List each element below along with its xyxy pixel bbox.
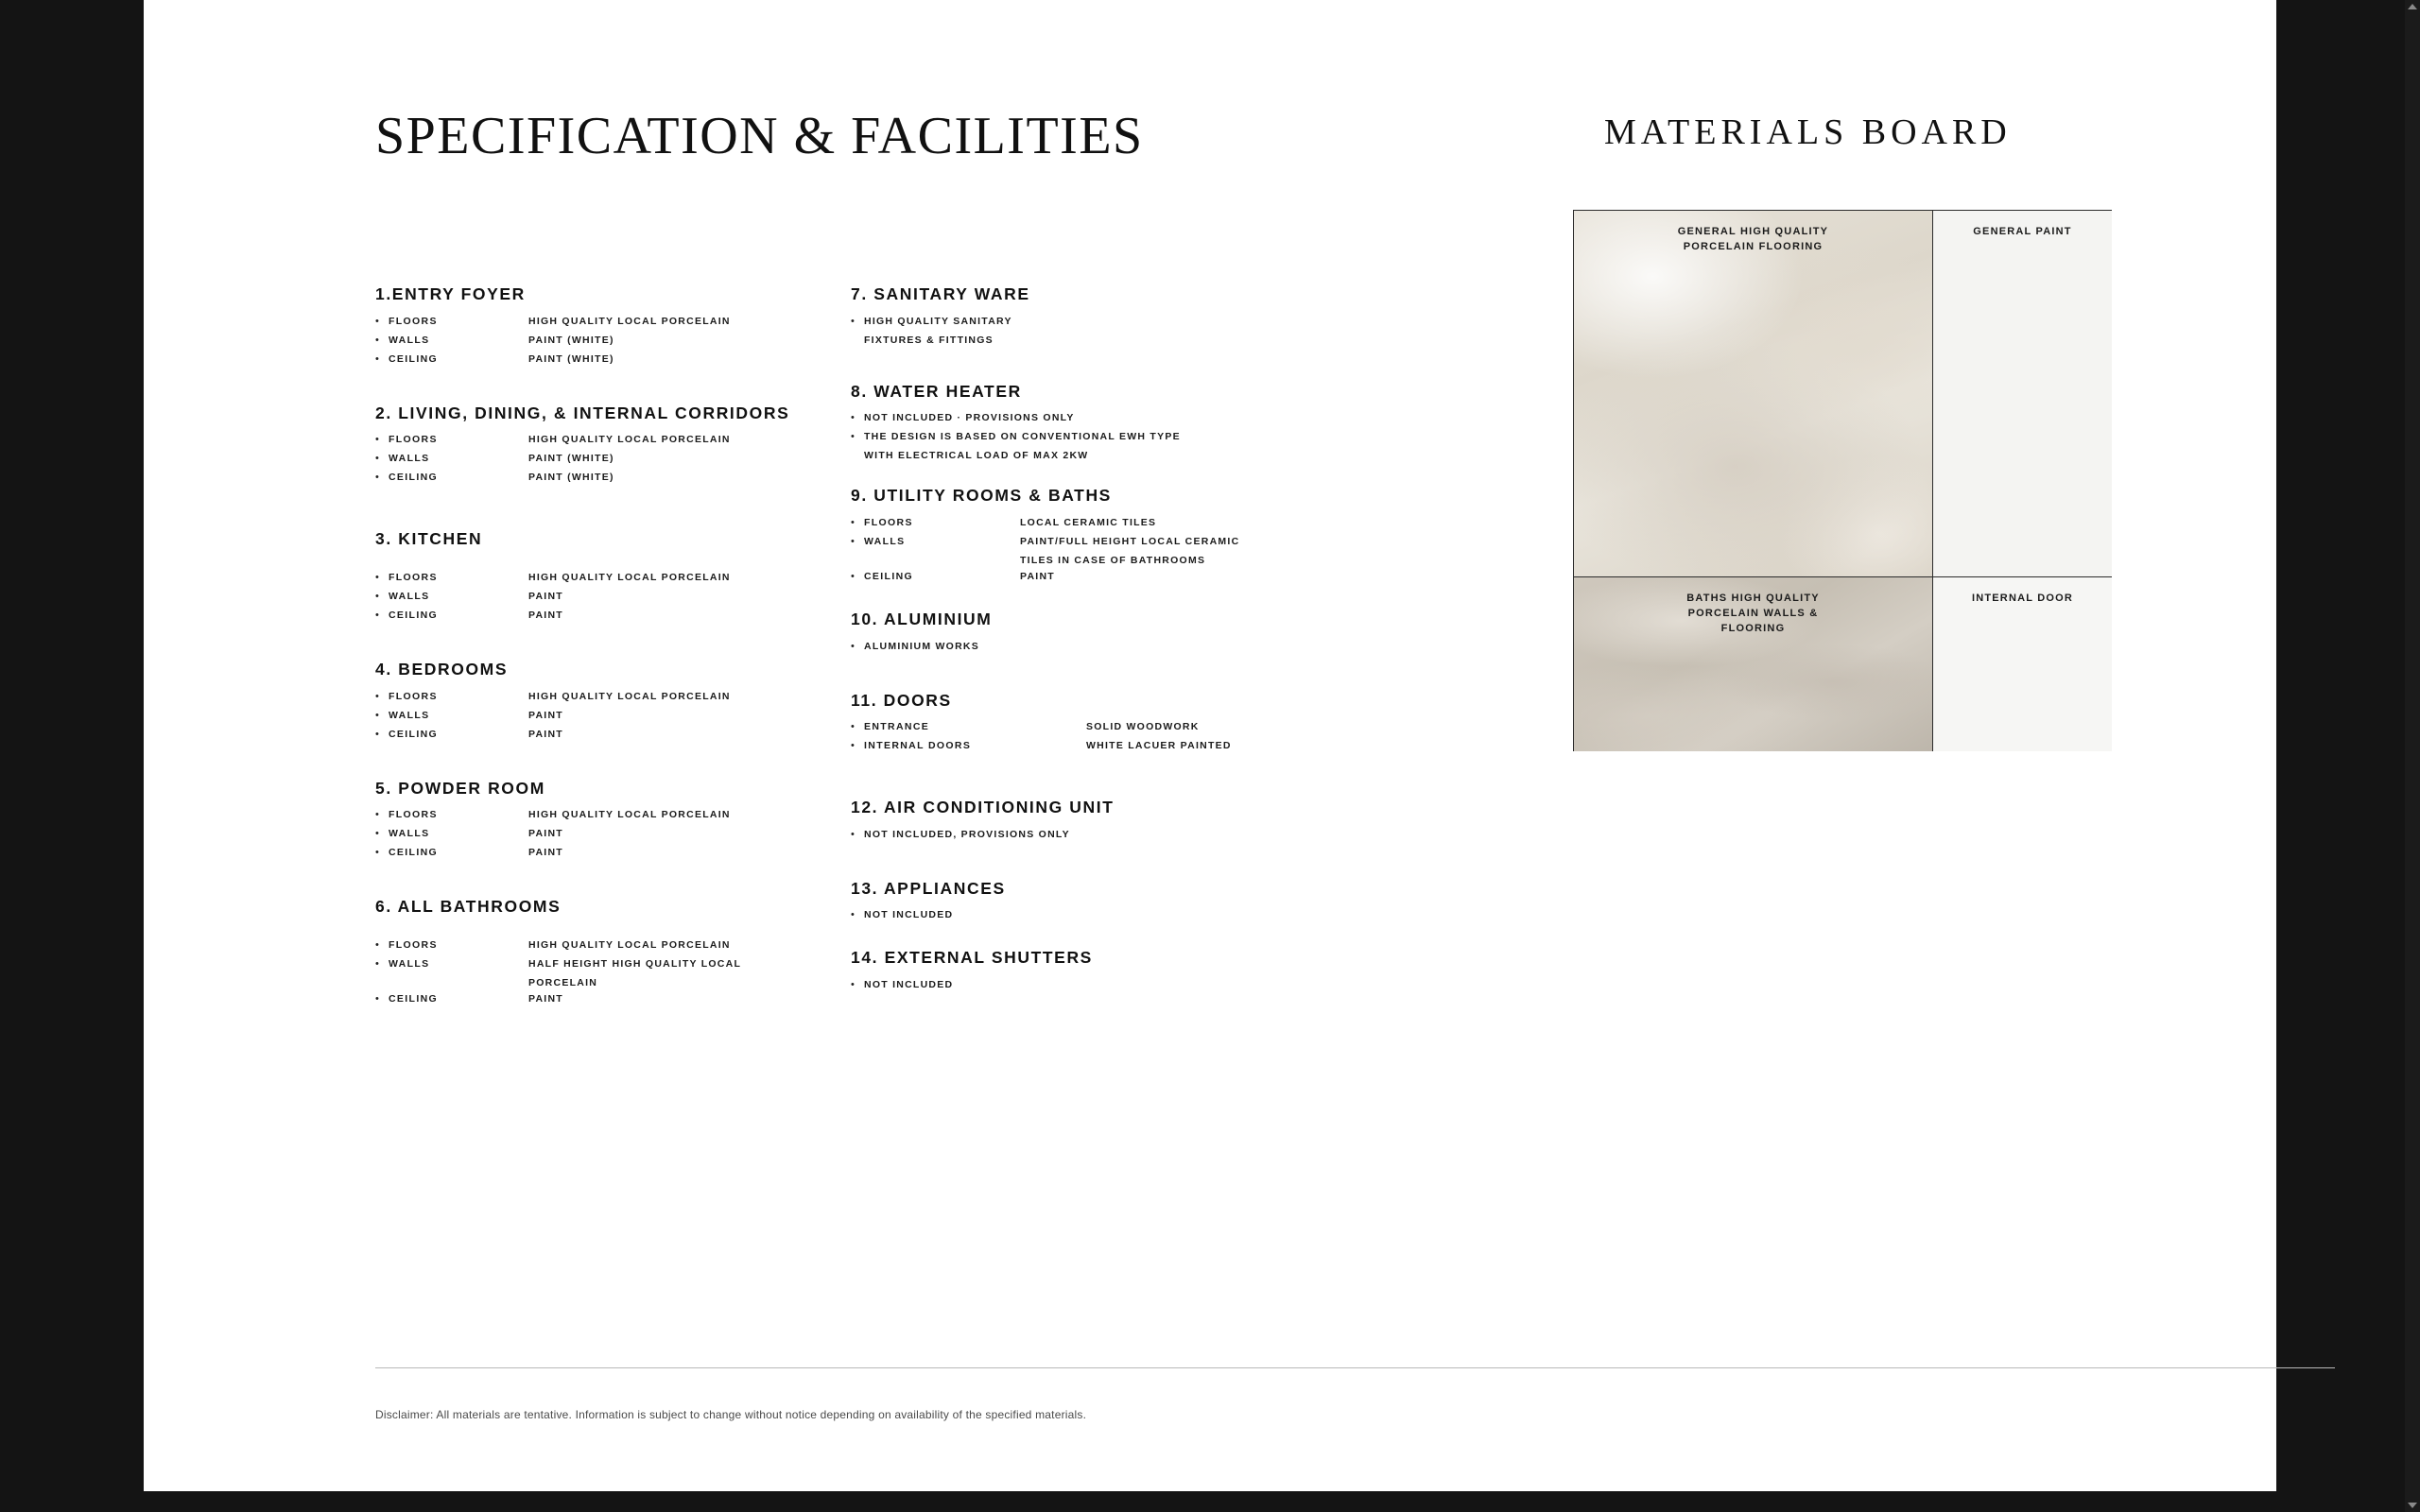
bullet-icon: • <box>375 571 379 583</box>
bullet-icon: • <box>375 609 379 621</box>
spec-value: NOT INCLUDED · PROVISIONS ONLY <box>864 412 1075 424</box>
spec-section-air-conditioning-unit <box>851 797 1342 843</box>
spec-column-left <box>375 284 848 1010</box>
spec-key: CEILING <box>389 728 439 740</box>
spec-value: HALF HEIGHT HIGH QUALITY LOCAL <box>528 957 742 970</box>
spec-key: FLOORS <box>864 516 913 528</box>
spec-value: PAINT <box>528 847 563 859</box>
swatch-label <box>1574 591 1932 636</box>
spec-section-all-bathrooms <box>375 896 848 1007</box>
bullet-icon: • <box>851 640 855 652</box>
bullet-icon: • <box>851 721 855 733</box>
bullet-icon: • <box>375 728 379 740</box>
spec-key: INTERNAL DOORS <box>864 740 972 752</box>
spec-section-utility-rooms-baths <box>851 485 1342 585</box>
spec-row <box>375 845 848 861</box>
swatch-label <box>1574 224 1932 254</box>
swatch-label-line3: FLOORING <box>1720 623 1786 634</box>
swatch-label-line1: GENERAL HIGH QUALITY <box>1677 226 1829 237</box>
spec-key: CEILING <box>389 609 439 621</box>
spec-value: PAINT <box>528 609 563 621</box>
spec-key: WALLS <box>389 334 430 346</box>
bullet-icon: • <box>375 828 379 840</box>
spec-row <box>375 432 848 448</box>
spec-row <box>851 569 1342 585</box>
spec-row <box>375 470 848 486</box>
swatch-label <box>1933 591 2112 606</box>
spec-row <box>375 314 848 330</box>
scroll-up-icon[interactable] <box>2408 4 2417 9</box>
bullet-icon: • <box>851 909 855 921</box>
bullet-icon: • <box>375 938 379 951</box>
spec-row <box>375 352 848 368</box>
section-heading: 14. EXTERNAL SHUTTERS <box>851 948 1093 968</box>
page-title-specification: SPECIFICATION & FACILITIES <box>375 107 1144 165</box>
spec-row <box>375 589 848 605</box>
spec-section-external-shutters <box>851 947 1342 993</box>
spec-value: HIGH QUALITY LOCAL PORCELAIN <box>528 938 731 951</box>
bullet-icon: • <box>851 516 855 528</box>
spec-section-entry-foyer <box>375 284 848 368</box>
page-title-materials-board: MATERIALS BOARD <box>1604 112 2012 152</box>
swatch-label-line2: PORCELAIN FLOORING <box>1683 241 1824 252</box>
spec-value: PAINT <box>528 728 563 740</box>
section-heading: 11. DOORS <box>851 690 952 710</box>
spec-key: WALLS <box>389 453 430 465</box>
bullet-icon: • <box>851 740 855 752</box>
bullet-icon: • <box>375 809 379 821</box>
spec-value: PAINT <box>1020 570 1055 582</box>
spec-row <box>851 429 1342 445</box>
spec-key: FLOORS <box>389 690 438 702</box>
spec-section-doors <box>851 690 1342 755</box>
vertical-scrollbar[interactable] <box>2405 0 2420 1512</box>
spec-key: ENTRANCE <box>864 721 930 733</box>
spec-row <box>851 977 1342 993</box>
bullet-icon: • <box>375 957 379 970</box>
spec-row <box>851 719 1342 735</box>
spec-row <box>375 991 848 1007</box>
spec-value: HIGH QUALITY LOCAL PORCELAIN <box>528 315 731 327</box>
spec-value: HIGH QUALITY LOCAL PORCELAIN <box>528 434 731 446</box>
spec-row <box>851 515 1342 531</box>
spec-row <box>375 826 848 842</box>
bullet-icon: • <box>375 334 379 346</box>
spec-section-living-dining-corridors <box>375 403 848 487</box>
spec-row <box>851 827 1342 843</box>
bullet-icon: • <box>375 472 379 484</box>
spec-key: WALLS <box>389 828 430 840</box>
spec-value: HIGH QUALITY LOCAL PORCELAIN <box>528 571 731 583</box>
spec-key: CEILING <box>864 570 914 582</box>
spec-row <box>851 534 1342 550</box>
bullet-icon: • <box>851 412 855 424</box>
spec-section-kitchen <box>375 528 848 624</box>
spec-value-continued: PORCELAIN <box>528 976 598 988</box>
spec-row <box>851 907 1342 923</box>
spec-key: WALLS <box>389 709 430 721</box>
section-heading: 4. BEDROOMS <box>375 659 509 679</box>
spec-value: PAINT <box>528 590 563 602</box>
spec-key: FLOORS <box>389 809 438 821</box>
section-heading: 9. UTILITY ROOMS & BATHS <box>851 486 1112 506</box>
spec-value: PAINT (WHITE) <box>528 352 614 365</box>
bullet-icon: • <box>375 690 379 702</box>
footer-divider <box>375 1367 2335 1368</box>
spec-value: HIGH QUALITY LOCAL PORCELAIN <box>528 690 731 702</box>
spec-key: CEILING <box>389 847 439 859</box>
spec-key: FLOORS <box>389 571 438 583</box>
spec-key: WALLS <box>389 957 430 970</box>
bullet-icon: • <box>375 847 379 859</box>
section-heading: 3. KITCHEN <box>375 529 483 549</box>
spec-row <box>375 807 848 823</box>
spec-key: FLOORS <box>389 938 438 951</box>
bullet-icon: • <box>375 453 379 465</box>
swatch-label-line1: GENERAL PAINT <box>1973 226 2072 237</box>
section-heading: 8. WATER HEATER <box>851 381 1022 401</box>
spec-value: PAINT <box>528 828 563 840</box>
bullet-icon: • <box>375 352 379 365</box>
spec-row <box>375 451 848 467</box>
spec-value: SOLID WOODWORK <box>1086 721 1200 733</box>
bullet-icon: • <box>375 315 379 327</box>
spec-row <box>375 708 848 724</box>
spec-key: WALLS <box>864 535 906 547</box>
swatch-label-line1: INTERNAL DOOR <box>1971 593 2074 604</box>
spec-value-continued: WITH ELECTRICAL LOAD OF MAX 2KW <box>864 450 1089 462</box>
swatch-internal-door <box>1933 577 2112 751</box>
bullet-icon: • <box>851 315 855 327</box>
section-heading: 7. SANITARY WARE <box>851 284 1030 303</box>
disclaimer-text: Disclaimer: All materials are tentative. Information is subject to change without notice depending on availability of the specified materials. <box>375 1408 1087 1421</box>
bullet-icon: • <box>375 590 379 602</box>
section-heading: 2. LIVING, DINING, & INTERNAL CORRIDORS <box>375 403 790 422</box>
spec-row <box>375 727 848 743</box>
spec-value: PAINT (WHITE) <box>528 453 614 465</box>
spec-key: CEILING <box>389 352 439 365</box>
spec-row <box>851 639 1342 655</box>
spec-value: WHITE LACUER PAINTED <box>1086 740 1232 752</box>
swatch-baths-porcelain-walls-flooring <box>1574 577 1933 751</box>
section-heading: 1.ENTRY FOYER <box>375 284 526 303</box>
spec-value: THE DESIGN IS BASED ON CONVENTIONAL EWH TYPE <box>864 431 1181 443</box>
spec-row <box>375 956 848 972</box>
spec-section-powder-room <box>375 778 848 862</box>
spec-section-appliances <box>851 878 1342 924</box>
document-sheet <box>144 0 2276 1491</box>
spec-value: LOCAL CERAMIC TILES <box>1020 516 1157 528</box>
spec-value: NOT INCLUDED, PROVISIONS ONLY <box>864 828 1070 840</box>
spec-key: CEILING <box>389 992 439 1005</box>
spec-key: WALLS <box>389 590 430 602</box>
bullet-icon: • <box>375 709 379 721</box>
spec-value: NOT INCLUDED <box>864 979 954 990</box>
section-heading: 6. ALL BATHROOMS <box>375 897 562 917</box>
section-heading: 13. APPLIANCES <box>851 878 1006 898</box>
swatch-general-paint <box>1933 211 2112 577</box>
spec-row <box>375 937 848 954</box>
spec-value: PAINT <box>528 709 563 721</box>
spec-value: HIGH QUALITY LOCAL PORCELAIN <box>528 809 731 821</box>
spec-column-right <box>851 284 1342 996</box>
bullet-icon: • <box>851 431 855 443</box>
swatch-label-line2: PORCELAIN WALLS & <box>1687 608 1819 619</box>
section-heading: 10. ALUMINIUM <box>851 609 993 628</box>
spec-section-aluminium <box>851 609 1342 655</box>
spec-value: PAINT/FULL HEIGHT LOCAL CERAMIC <box>1020 535 1240 547</box>
bullet-icon: • <box>851 828 855 840</box>
spec-row <box>851 738 1342 754</box>
spec-value: PAINT (WHITE) <box>528 334 614 346</box>
bullet-icon: • <box>851 570 855 582</box>
materials-board <box>1573 210 2112 751</box>
swatch-label-line1: BATHS HIGH QUALITY <box>1686 593 1820 604</box>
spec-value: ALUMINIUM WORKS <box>864 640 979 652</box>
spec-value-continued: TILES IN CASE OF BATHROOMS <box>1020 554 1206 566</box>
bullet-icon: • <box>375 992 379 1005</box>
spec-value: PAINT (WHITE) <box>528 472 614 484</box>
bullet-icon: • <box>851 979 855 990</box>
bullet-icon: • <box>851 535 855 547</box>
spec-value: NOT INCLUDED <box>864 909 954 921</box>
spec-key: CEILING <box>389 472 439 484</box>
spec-row <box>375 333 848 349</box>
section-heading: 12. AIR CONDITIONING UNIT <box>851 798 1115 817</box>
spec-section-water-heater <box>851 381 1342 465</box>
spec-section-bedrooms <box>375 659 848 743</box>
spec-value-continued: FIXTURES & FITTINGS <box>864 334 994 346</box>
spec-row <box>375 608 848 624</box>
spec-row <box>375 689 848 705</box>
spec-value: HIGH QUALITY SANITARY <box>864 315 1012 327</box>
bullet-icon: • <box>375 434 379 446</box>
spec-row <box>851 314 1342 330</box>
spec-row <box>851 410 1342 426</box>
spec-row <box>375 570 848 586</box>
swatch-general-porcelain-flooring <box>1574 211 1933 577</box>
spec-section-sanitary-ware <box>851 284 1342 349</box>
scroll-down-icon[interactable] <box>2408 1503 2417 1508</box>
spec-key: FLOORS <box>389 434 438 446</box>
spec-key: FLOORS <box>389 315 438 327</box>
spec-value: PAINT <box>528 992 563 1005</box>
section-heading: 5. POWDER ROOM <box>375 778 545 798</box>
swatch-label <box>1933 224 2112 239</box>
